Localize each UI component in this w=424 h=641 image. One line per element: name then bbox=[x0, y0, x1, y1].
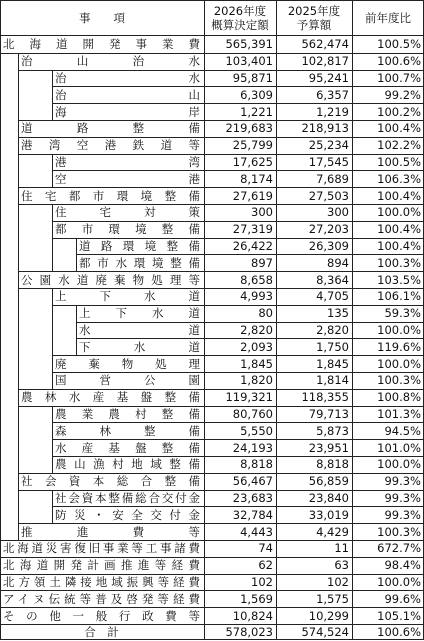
row-label bbox=[18, 389, 204, 406]
row-amount-2025: 27,203 bbox=[308, 222, 349, 237]
row-amount-2026: 8,818 bbox=[240, 457, 273, 472]
row-amount-2025: 33,019 bbox=[308, 507, 349, 522]
row-amount-2026: 2,820 bbox=[240, 322, 273, 337]
row-label bbox=[0, 607, 204, 624]
row-label-text: 国営公園 bbox=[55, 373, 200, 388]
row-label-text: 防災・安全交付金 bbox=[55, 507, 200, 522]
indent-divider bbox=[52, 490, 53, 524]
row-label bbox=[18, 473, 204, 490]
row-label bbox=[52, 154, 204, 171]
table-row bbox=[0, 221, 424, 238]
row-amount-2026: 62 bbox=[258, 558, 273, 573]
table-row bbox=[0, 70, 424, 87]
row-label bbox=[18, 271, 204, 288]
row-divider bbox=[18, 120, 424, 121]
table-header bbox=[0, 0, 424, 36]
row-label bbox=[52, 355, 204, 372]
row-amount-2026: 24,193 bbox=[232, 440, 273, 455]
row-amount-2025: 5,873 bbox=[316, 423, 349, 438]
row-label-text: 住宅対策 bbox=[55, 205, 200, 220]
table-row bbox=[0, 288, 424, 305]
row-amount-2025: 7,689 bbox=[316, 171, 349, 186]
row-amount-2025: 118,355 bbox=[301, 390, 349, 405]
row-amount-2025: 79,713 bbox=[308, 406, 349, 421]
table-row bbox=[0, 238, 424, 255]
table-row bbox=[0, 523, 424, 540]
row-amount-2026: 32,784 bbox=[232, 507, 273, 522]
row-label bbox=[52, 490, 204, 507]
row-label bbox=[52, 372, 204, 389]
row-amount-2025: 1,219 bbox=[316, 104, 349, 119]
indent-divider bbox=[76, 305, 77, 355]
row-label bbox=[0, 36, 204, 53]
row-ratio: 105.1% bbox=[377, 608, 421, 623]
table-row bbox=[0, 170, 424, 187]
row-divider bbox=[0, 540, 424, 541]
row-amount-2026: 6,309 bbox=[240, 87, 273, 102]
table-row bbox=[0, 490, 424, 507]
row-ratio: 94.5% bbox=[384, 423, 421, 438]
header-2025 bbox=[276, 0, 352, 35]
row-amount-2026: 56,467 bbox=[232, 474, 273, 489]
row-amount-2026: 897 bbox=[251, 255, 273, 270]
table-row bbox=[0, 254, 424, 271]
indent-divider bbox=[52, 154, 53, 188]
table-row bbox=[0, 406, 424, 423]
row-divider bbox=[0, 557, 424, 558]
column-divider bbox=[204, 0, 205, 640]
row-amount-2026: 102 bbox=[251, 574, 273, 589]
table-row bbox=[0, 120, 424, 137]
row-label bbox=[0, 557, 204, 574]
row-amount-2026: 219,683 bbox=[225, 121, 273, 136]
row-divider bbox=[18, 490, 424, 491]
column-divider bbox=[276, 0, 277, 640]
row-label-text: 推進費等 bbox=[21, 524, 200, 539]
row-divider bbox=[0, 607, 424, 608]
row-divider bbox=[52, 170, 424, 171]
row-amount-2025: 95,241 bbox=[308, 70, 349, 85]
row-label-text: 廃棄物処理 bbox=[55, 356, 200, 371]
row-label-text: 公園水道廃棄物処理等 bbox=[21, 272, 200, 287]
row-amount-2026: 26,422 bbox=[232, 238, 273, 253]
table-row bbox=[0, 590, 424, 607]
row-amount-2026: 1,569 bbox=[240, 591, 273, 606]
table-row bbox=[0, 624, 424, 641]
row-label bbox=[52, 456, 204, 473]
row-divider bbox=[52, 372, 424, 373]
row-label-text: 住宅都市環境整備 bbox=[21, 188, 200, 203]
row-amount-2025: 8,818 bbox=[316, 457, 349, 472]
table-row bbox=[0, 389, 424, 406]
row-label bbox=[52, 506, 204, 523]
row-ratio: 99.3% bbox=[384, 490, 421, 505]
row-divider bbox=[76, 254, 424, 255]
row-amount-2026: 4,993 bbox=[240, 289, 273, 304]
row-ratio: 98.4% bbox=[384, 558, 421, 573]
row-label bbox=[76, 254, 204, 271]
row-divider bbox=[52, 103, 424, 104]
row-ratio: 59.3% bbox=[384, 306, 421, 321]
header-2026-label: 2026年度 概算決定額 bbox=[211, 3, 269, 32]
row-amount-2026: 1,221 bbox=[240, 104, 273, 119]
row-ratio: 100.4% bbox=[377, 188, 421, 203]
row-amount-2025: 574,524 bbox=[301, 625, 349, 640]
row-divider bbox=[18, 406, 424, 407]
table-row bbox=[0, 36, 424, 53]
row-label bbox=[76, 322, 204, 339]
row-amount-2025: 63 bbox=[334, 558, 349, 573]
row-divider bbox=[52, 422, 424, 423]
row-ratio: 119.6% bbox=[377, 339, 421, 354]
row-divider bbox=[0, 624, 424, 625]
row-label-text: その他一般行政費等 bbox=[3, 608, 200, 623]
indent-divider bbox=[52, 288, 53, 389]
row-label bbox=[52, 221, 204, 238]
row-label bbox=[76, 338, 204, 355]
row-ratio: 100.5% bbox=[377, 154, 421, 169]
row-amount-2025: 10,299 bbox=[308, 608, 349, 623]
table-row bbox=[0, 355, 424, 372]
row-divider bbox=[18, 154, 424, 155]
row-amount-2026: 1,845 bbox=[240, 356, 273, 371]
row-amount-2026: 74 bbox=[258, 541, 273, 556]
row-amount-2025: 218,913 bbox=[301, 121, 349, 136]
row-label-text: 治山治水 bbox=[21, 54, 200, 69]
row-amount-2025: 1,814 bbox=[316, 373, 349, 388]
table-row bbox=[0, 86, 424, 103]
row-label-text: 合 計 bbox=[84, 625, 119, 640]
row-amount-2026: 8,658 bbox=[240, 272, 273, 287]
table-row bbox=[0, 103, 424, 120]
row-amount-2025: 23,840 bbox=[308, 490, 349, 505]
row-label bbox=[52, 204, 204, 221]
row-label-text: 社会資本整備総合交付金 bbox=[55, 490, 200, 505]
table-row bbox=[0, 137, 424, 154]
table-row bbox=[0, 456, 424, 473]
row-ratio: 100.8% bbox=[377, 390, 421, 405]
row-ratio: 100.3% bbox=[377, 524, 421, 539]
row-ratio: 672.7% bbox=[377, 541, 421, 556]
row-amount-2025: 27,503 bbox=[308, 188, 349, 203]
row-divider bbox=[52, 221, 424, 222]
row-label bbox=[0, 540, 204, 557]
table-row bbox=[0, 439, 424, 456]
row-ratio: 100.0% bbox=[377, 205, 421, 220]
table-row bbox=[0, 154, 424, 171]
row-divider bbox=[18, 137, 424, 138]
row-label-text: 港湾 bbox=[55, 154, 200, 169]
header-2025-label: 2025年度 予算額 bbox=[287, 3, 341, 32]
row-ratio: 99.2% bbox=[384, 87, 421, 102]
row-amount-2026: 8,174 bbox=[240, 171, 273, 186]
row-ratio: 100.0% bbox=[377, 457, 421, 472]
table-row bbox=[0, 204, 424, 221]
row-label bbox=[0, 590, 204, 607]
row-label bbox=[52, 103, 204, 120]
indent-divider bbox=[52, 204, 53, 271]
row-ratio: 100.3% bbox=[377, 255, 421, 270]
row-ratio: 103.5% bbox=[377, 272, 421, 287]
row-amount-2025: 17,545 bbox=[308, 154, 349, 169]
header-2026 bbox=[204, 0, 276, 35]
row-label bbox=[18, 53, 204, 70]
row-ratio: 100.2% bbox=[377, 104, 421, 119]
row-amount-2026: 23,683 bbox=[232, 490, 273, 505]
header-ratio-label: 前年度比 bbox=[365, 10, 411, 25]
row-amount-2026: 1,820 bbox=[240, 373, 273, 388]
row-ratio: 100.6% bbox=[377, 625, 421, 640]
row-divider bbox=[52, 238, 424, 239]
row-amount-2025: 6,357 bbox=[316, 87, 349, 102]
row-amount-2026: 10,824 bbox=[232, 608, 273, 623]
row-ratio: 100.0% bbox=[377, 574, 421, 589]
table-row bbox=[0, 574, 424, 591]
header-ratio bbox=[352, 0, 424, 35]
row-divider bbox=[52, 355, 424, 356]
row-ratio: 100.4% bbox=[377, 121, 421, 136]
table-row bbox=[0, 422, 424, 439]
row-label-text: 農林水産基盤整備 bbox=[21, 390, 200, 405]
row-label bbox=[52, 406, 204, 423]
row-ratio: 102.2% bbox=[377, 138, 421, 153]
row-label-text: 空港 bbox=[55, 171, 200, 186]
row-label-text: 水道 bbox=[79, 322, 200, 337]
row-amount-2026: 578,023 bbox=[225, 625, 273, 640]
row-ratio: 99.6% bbox=[384, 591, 421, 606]
row-ratio: 100.0% bbox=[377, 356, 421, 371]
column-divider bbox=[352, 0, 353, 640]
indent-divider bbox=[52, 406, 53, 473]
row-ratio: 101.0% bbox=[377, 440, 421, 455]
row-divider bbox=[18, 288, 424, 289]
table-row bbox=[0, 506, 424, 523]
row-divider bbox=[18, 389, 424, 390]
row-amount-2026: 565,391 bbox=[225, 37, 273, 52]
row-ratio: 101.3% bbox=[377, 406, 421, 421]
row-divider bbox=[52, 506, 424, 507]
row-ratio: 99.3% bbox=[384, 474, 421, 489]
row-ratio: 100.4% bbox=[377, 222, 421, 237]
row-label-text: 都市水環境整備 bbox=[79, 255, 200, 270]
row-label bbox=[52, 86, 204, 103]
row-divider bbox=[18, 70, 424, 71]
row-label-text: 北海道災害復旧事業等工事諸費 bbox=[3, 541, 200, 556]
row-label-text: 治山 bbox=[55, 87, 200, 102]
row-amount-2025: 894 bbox=[327, 255, 349, 270]
row-label-text: 森林整備 bbox=[55, 423, 200, 438]
row-label bbox=[18, 137, 204, 154]
row-amount-2026: 27,619 bbox=[232, 188, 273, 203]
row-amount-2025: 56,859 bbox=[308, 474, 349, 489]
row-ratio: 100.3% bbox=[377, 373, 421, 388]
row-amount-2025: 300 bbox=[327, 205, 349, 220]
table-row bbox=[0, 53, 424, 70]
row-amount-2025: 11 bbox=[334, 541, 349, 556]
row-label bbox=[0, 574, 204, 591]
row-amount-2026: 300 bbox=[251, 205, 273, 220]
row-ratio: 100.5% bbox=[377, 37, 421, 52]
table-row bbox=[0, 187, 424, 204]
row-divider bbox=[76, 338, 424, 339]
indent-divider bbox=[18, 53, 19, 540]
row-label bbox=[76, 238, 204, 255]
row-amount-2025: 102,817 bbox=[301, 54, 349, 69]
row-label bbox=[0, 624, 204, 641]
row-ratio: 100.4% bbox=[377, 238, 421, 253]
row-amount-2025: 102 bbox=[327, 574, 349, 589]
row-amount-2025: 25,234 bbox=[308, 138, 349, 153]
table-row bbox=[0, 372, 424, 389]
row-label-text: 水産基盤整備 bbox=[55, 440, 200, 455]
row-label bbox=[18, 187, 204, 204]
row-amount-2025: 2,820 bbox=[316, 322, 349, 337]
row-ratio: 100.6% bbox=[377, 54, 421, 69]
row-divider bbox=[18, 204, 424, 205]
row-label-text: 農業農村整備 bbox=[55, 406, 200, 421]
row-label-text: 道路環境整備 bbox=[79, 238, 200, 253]
row-label bbox=[18, 523, 204, 540]
row-amount-2026: 25,799 bbox=[232, 138, 273, 153]
row-label-text: 都市環境整備 bbox=[55, 222, 200, 237]
row-amount-2026: 27,319 bbox=[232, 222, 273, 237]
header-item bbox=[0, 0, 204, 35]
row-amount-2026: 5,550 bbox=[240, 423, 273, 438]
row-label-text: アイヌ伝統等普及啓発等経費 bbox=[3, 591, 200, 606]
row-amount-2025: 4,429 bbox=[316, 524, 349, 539]
row-amount-2026: 17,625 bbox=[232, 154, 273, 169]
row-label-text: 治水 bbox=[55, 70, 200, 85]
indent-divider bbox=[76, 238, 77, 272]
row-label bbox=[52, 70, 204, 87]
row-label-text: 下水道 bbox=[79, 339, 200, 354]
table-row bbox=[0, 322, 424, 339]
row-amount-2025: 135 bbox=[327, 306, 349, 321]
table-row bbox=[0, 473, 424, 490]
row-label-text: 上下水道 bbox=[55, 289, 200, 304]
row-label bbox=[18, 120, 204, 137]
table-row bbox=[0, 557, 424, 574]
row-divider bbox=[0, 590, 424, 591]
row-divider bbox=[18, 187, 424, 188]
row-divider bbox=[52, 86, 424, 87]
row-label bbox=[52, 288, 204, 305]
row-amount-2025: 1,845 bbox=[316, 356, 349, 371]
row-label-text: 海岸 bbox=[55, 104, 200, 119]
row-amount-2026: 103,401 bbox=[225, 54, 273, 69]
row-amount-2026: 119,321 bbox=[225, 390, 273, 405]
row-divider bbox=[0, 53, 424, 54]
row-amount-2025: 26,309 bbox=[308, 238, 349, 253]
row-ratio: 106.3% bbox=[377, 171, 421, 186]
row-amount-2025: 4,705 bbox=[316, 289, 349, 304]
row-amount-2025: 1,575 bbox=[316, 591, 349, 606]
row-label bbox=[52, 439, 204, 456]
row-divider bbox=[18, 473, 424, 474]
row-ratio: 99.3% bbox=[384, 507, 421, 522]
row-label-text: 道路整備 bbox=[21, 121, 200, 136]
row-amount-2025: 23,951 bbox=[308, 440, 349, 455]
header-item-label: 事 項 bbox=[79, 10, 125, 25]
row-ratio: 100.7% bbox=[377, 70, 421, 85]
indent-divider bbox=[52, 70, 53, 120]
row-divider bbox=[52, 439, 424, 440]
row-amount-2026: 80,760 bbox=[232, 406, 273, 421]
row-amount-2025: 562,474 bbox=[301, 37, 349, 52]
row-label-text: 北方領土隣接地域振興等経費 bbox=[3, 574, 200, 589]
row-amount-2026: 95,871 bbox=[232, 70, 273, 85]
row-ratio: 100.0% bbox=[377, 322, 421, 337]
row-label-text: 北海道開発計画推進等経費 bbox=[3, 558, 200, 573]
row-divider bbox=[0, 574, 424, 575]
row-amount-2025: 1,750 bbox=[316, 339, 349, 354]
row-label-text: 上下水道 bbox=[79, 306, 200, 321]
row-divider bbox=[18, 271, 424, 272]
row-label-text: 港湾空港鉄道等 bbox=[21, 138, 200, 153]
row-divider bbox=[76, 322, 424, 323]
table-row bbox=[0, 607, 424, 624]
row-divider bbox=[52, 305, 424, 306]
row-divider bbox=[18, 523, 424, 524]
row-amount-2026: 4,443 bbox=[240, 524, 273, 539]
table-row bbox=[0, 540, 424, 557]
row-divider bbox=[52, 456, 424, 457]
table-row bbox=[0, 338, 424, 355]
row-amount-2026: 2,093 bbox=[240, 339, 273, 354]
row-label bbox=[52, 422, 204, 439]
row-ratio: 106.1% bbox=[377, 289, 421, 304]
table-row bbox=[0, 305, 424, 322]
row-label bbox=[52, 170, 204, 187]
row-amount-2026: 80 bbox=[258, 306, 273, 321]
row-amount-2025: 8,364 bbox=[316, 272, 349, 287]
row-label-text: 北海道開発事業費 bbox=[3, 37, 200, 52]
row-label-text: 社会資本総合整備 bbox=[21, 474, 200, 489]
row-label bbox=[76, 305, 204, 322]
row-label-text: 農山漁村地域整備 bbox=[55, 457, 200, 472]
table-row bbox=[0, 271, 424, 288]
